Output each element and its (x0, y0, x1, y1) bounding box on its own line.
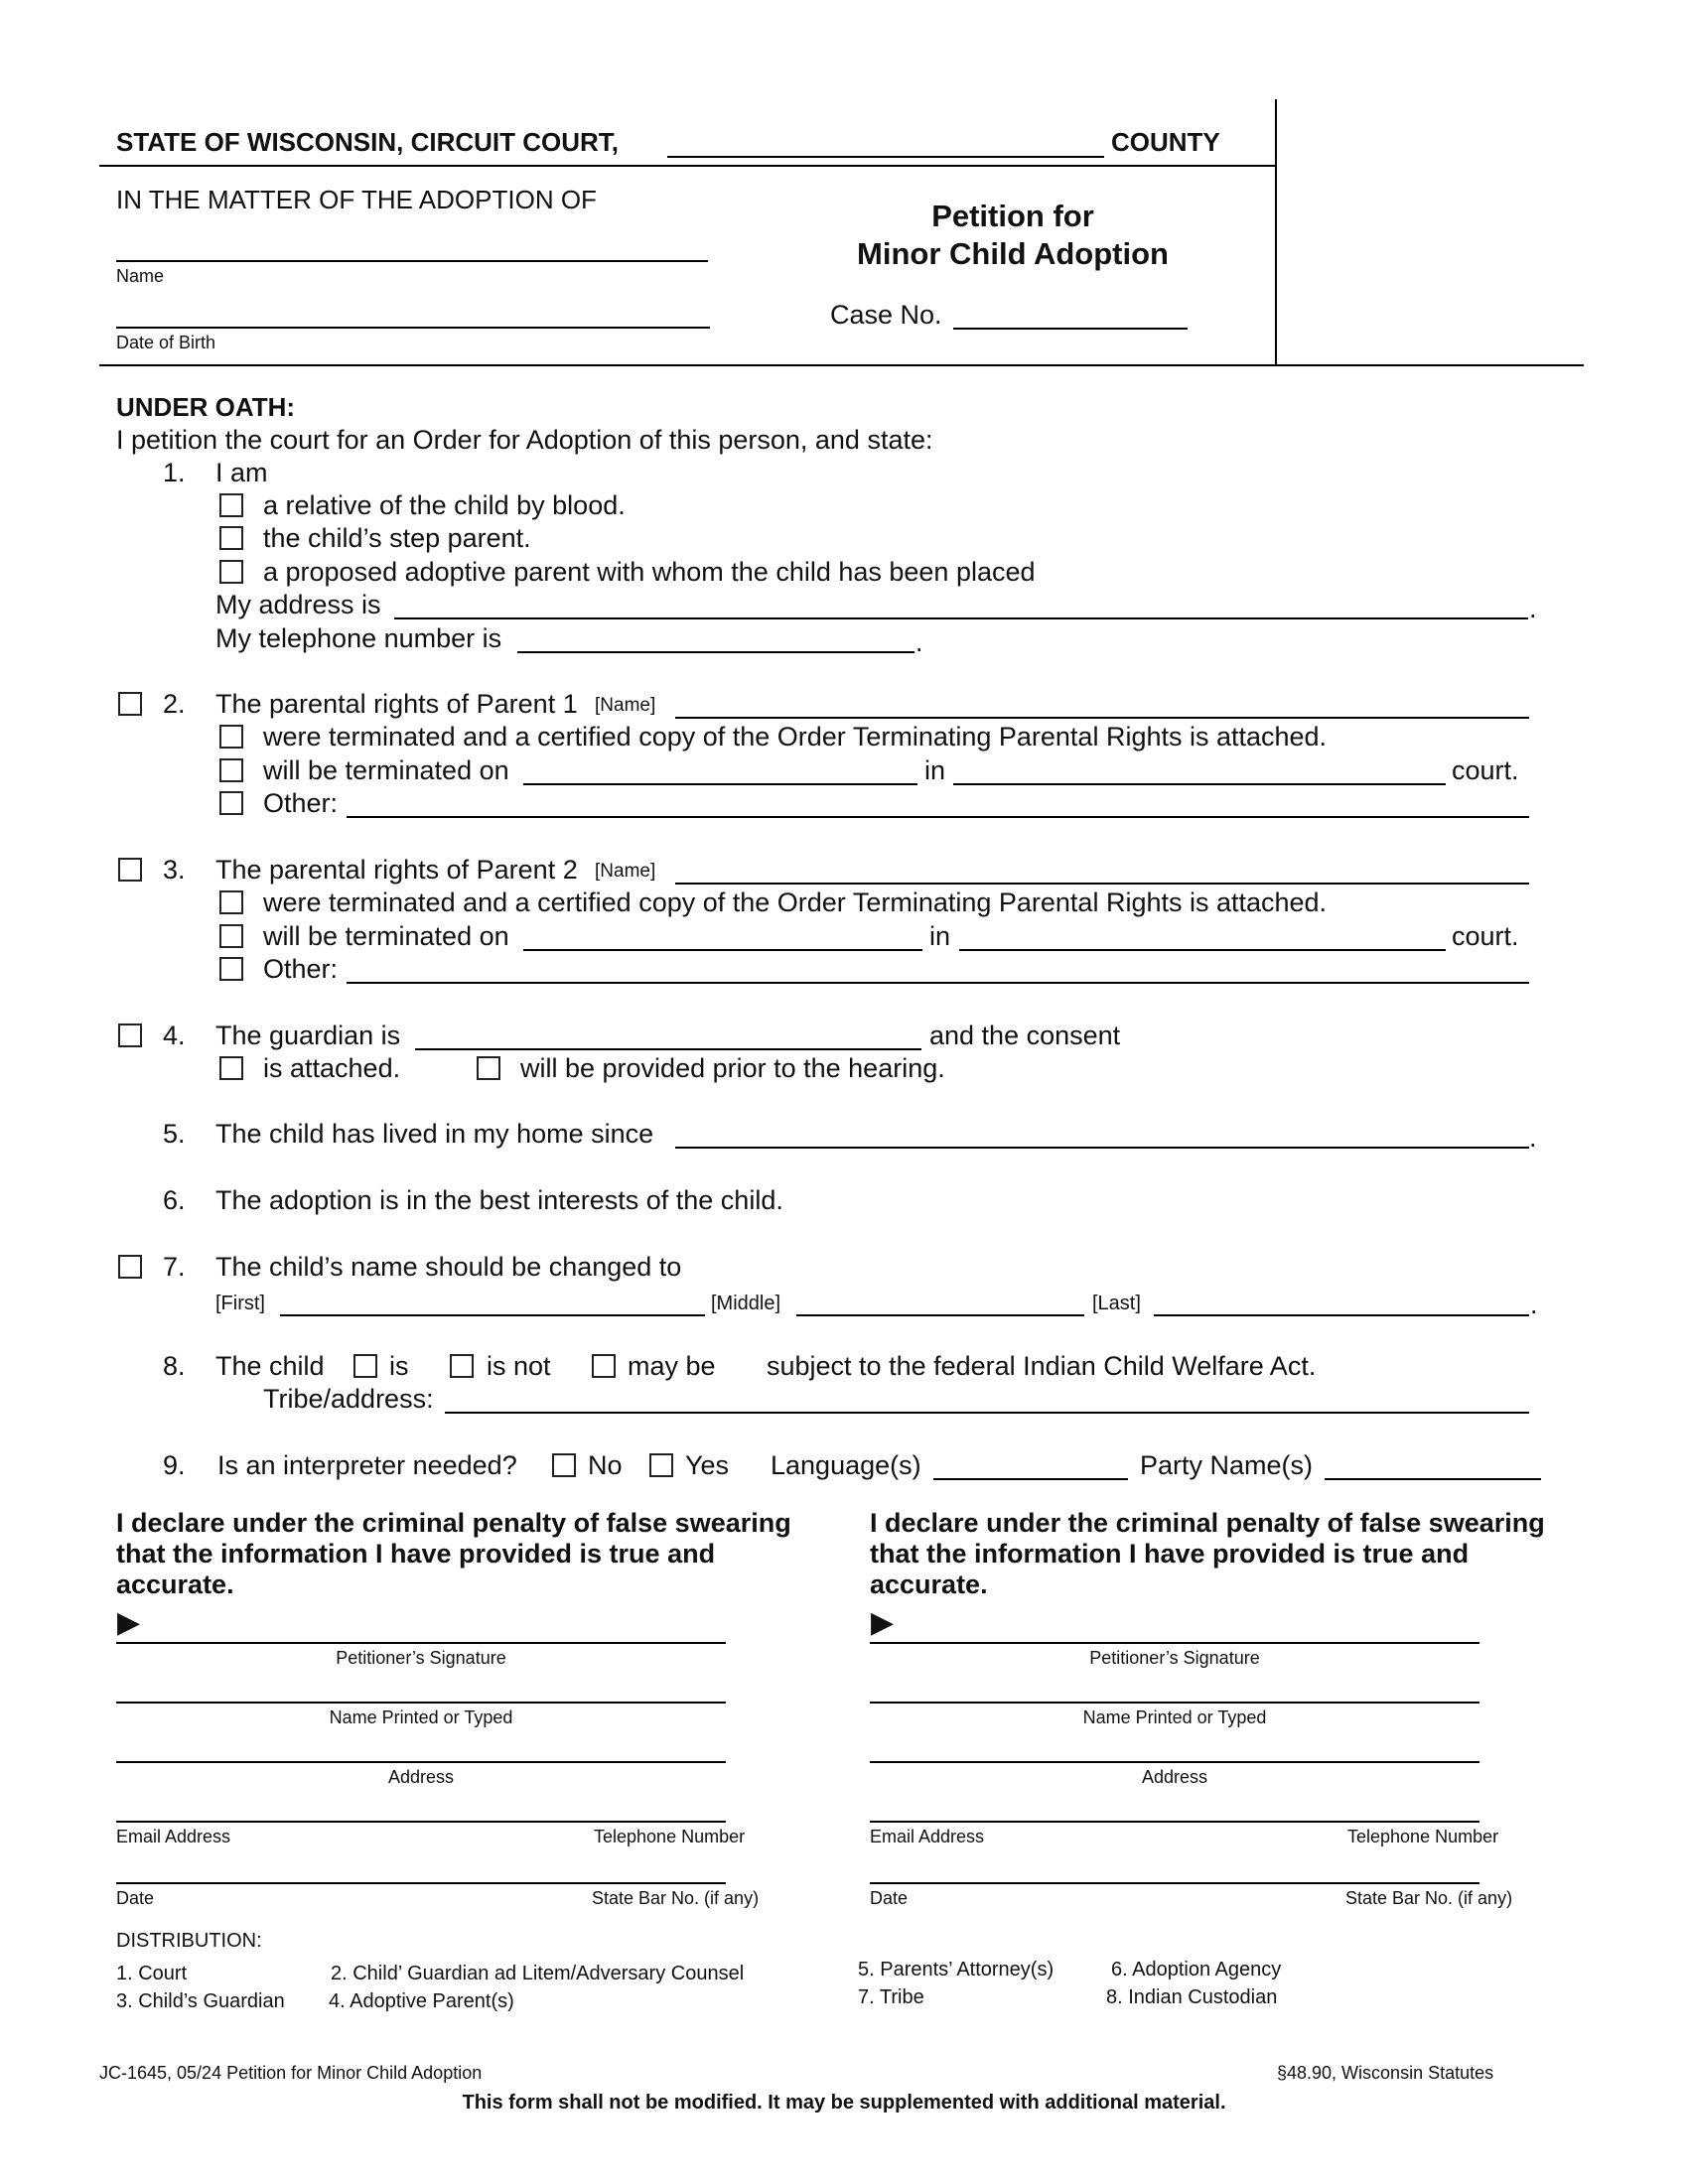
item-2-other-label: Other: (263, 788, 339, 818)
county-label: COUNTY (1111, 127, 1220, 157)
matter-heading: IN THE MATTER OF THE ADOPTION OF (116, 185, 597, 214)
item-3-lead: The parental rights of Parent 2 (215, 855, 578, 885)
distribution-item-3: 3. Child’s Guardian (116, 1990, 285, 2012)
left-date-label: Date (116, 1888, 155, 1908)
declaration-left (116, 1508, 791, 1600)
item-2-checkbox[interactable] (118, 692, 142, 716)
form-title-line1: Petition for (931, 199, 1094, 233)
right-signature-label: Petitioner’s Signature (1089, 1648, 1260, 1668)
statute-reference: §48.90, Wisconsin Statutes (1277, 2063, 1494, 2083)
item-2-court-field[interactable] (953, 783, 1446, 785)
item-2-lead: The parental rights of Parent 1 (215, 689, 578, 719)
item-9-text: Is an interpreter needed? (217, 1450, 517, 1480)
item-7-checkbox[interactable] (118, 1255, 142, 1279)
declaration-left-line3: accurate. (116, 1570, 234, 1599)
left-signature-label: Petitioner’s Signature (336, 1648, 506, 1668)
item-5-period: . (1529, 1123, 1537, 1153)
left-email-label: Email Address (116, 1827, 231, 1846)
item-1-lead: I am (215, 458, 268, 487)
item-2-will-terminate-checkbox[interactable] (219, 758, 243, 782)
distribution-item-6: 6. Adoption Agency (1111, 1959, 1282, 1980)
item-4-provided-checkbox[interactable] (477, 1056, 500, 1080)
item-2-other-field[interactable] (347, 816, 1529, 818)
item-2-number: 2. (163, 689, 186, 719)
name-label: Name (116, 266, 165, 286)
right-telephone-label: Telephone Number (1347, 1827, 1499, 1846)
item-8-tribe-field[interactable] (445, 1412, 1529, 1414)
header-rule-bottom (99, 364, 1584, 366)
item-4-provided-label: will be provided prior to the hearing. (520, 1053, 945, 1083)
item-1-relative-label: a relative of the child by blood. (263, 490, 626, 520)
declaration-left-line2: that the information I have provided is true and (116, 1539, 716, 1569)
distribution-heading: DISTRIBUTION: (116, 1930, 262, 1952)
item-7-first-label: [First] (215, 1293, 265, 1314)
item-3-terminated-checkbox[interactable] (219, 890, 243, 914)
distribution-item-2: 2. Child’ Guardian ad Litem/Adversary Counsel (331, 1963, 745, 1984)
item-3-other-label: Other: (263, 954, 339, 984)
distribution-item-1: 1. Court (116, 1963, 188, 1984)
item-3-court-label: court. (1452, 921, 1519, 951)
item-1-adoptive-parent-label: a proposed adoptive parent with whom the child has been placed (263, 557, 1036, 587)
item-4-number: 4. (163, 1021, 186, 1050)
item-2-terminated-checkbox[interactable] (219, 725, 243, 749)
item-9-party-label: Party Name(s) (1140, 1450, 1314, 1480)
declaration-right (870, 1508, 1545, 1600)
declaration-right-line1: I declare under the criminal penalty of false swearing (870, 1508, 1545, 1538)
item-8-number: 8. (163, 1351, 186, 1381)
item-7-first-name-field[interactable] (280, 1314, 705, 1316)
right-bar-no-label: State Bar No. (if any) (1345, 1888, 1513, 1908)
distribution-item-7: 7. Tribe (858, 1986, 924, 2008)
item-9-no-checkbox[interactable] (552, 1453, 576, 1477)
left-telephone-label: Telephone Number (594, 1827, 746, 1846)
item-7-text: The child’s name should be changed to (215, 1252, 682, 1282)
item-5-text: The child has lived in my home since (215, 1119, 654, 1149)
item-1-adoptive-parent-checkbox[interactable] (219, 560, 243, 584)
under-oath-heading: UNDER OATH: (116, 392, 296, 422)
item-3-parent-name-field[interactable] (675, 883, 1529, 885)
right-address-field[interactable] (870, 1761, 1479, 1763)
declaration-right-line2: that the information I have provided is true and (870, 1539, 1470, 1569)
item-4-tail: and the consent (929, 1021, 1121, 1050)
item-4-checkbox[interactable] (118, 1024, 142, 1047)
item-7-last-label: [Last] (1092, 1293, 1141, 1314)
item-2-other-checkbox[interactable] (219, 791, 243, 815)
item-3-other-checkbox[interactable] (219, 957, 243, 981)
item-7-number: 7. (163, 1252, 186, 1282)
item-8-is-label: is (389, 1351, 409, 1381)
distribution-item-5: 5. Parents’ Attorney(s) (858, 1959, 1055, 1980)
right-name-printed-field[interactable] (870, 1702, 1479, 1704)
item-3-number: 3. (163, 855, 186, 885)
item-7-last-name-field[interactable] (1154, 1314, 1529, 1316)
item-9-no-label: No (588, 1450, 623, 1480)
child-name-field[interactable] (116, 260, 708, 262)
item-3-terminated-label: were terminated and a certified copy of the Order Terminating Parental Rights is attached. (263, 887, 1328, 917)
child-dob-field[interactable] (116, 327, 710, 329)
item-3-other-field[interactable] (347, 982, 1529, 984)
item-8-tribe-label: Tribe/address: (263, 1384, 434, 1414)
item-2-parent-name-field[interactable] (675, 717, 1529, 719)
right-date-bar-field[interactable] (870, 1882, 1479, 1884)
item-2-in-label: in (924, 755, 946, 785)
item-3-court-field[interactable] (959, 949, 1446, 951)
item-9-language-label: Language(s) (771, 1450, 921, 1480)
petition-statement: I petition the court for an Order for Adoption of this person, and state: (116, 425, 933, 455)
item-5-number: 5. (163, 1119, 186, 1149)
item-6-number: 6. (163, 1185, 186, 1215)
form-id: JC-1645, 05/24 Petition for Minor Child Adoption (99, 2063, 483, 2083)
declaration-right-line3: accurate. (870, 1570, 988, 1599)
item-2-will-terminate-label: will be terminated on (263, 755, 509, 785)
item-3-name-tag: [Name] (595, 861, 656, 882)
case-no-field[interactable] (953, 328, 1188, 330)
item-8-may-be-label: may be (628, 1351, 716, 1381)
modification-notice: This form shall not be modified. It may be supplemented with additional material. (462, 2092, 1226, 2114)
item-9-number: 9. (163, 1450, 186, 1480)
left-date-bar-field[interactable] (116, 1882, 726, 1884)
right-date-label: Date (870, 1888, 909, 1908)
dob-label: Date of Birth (116, 333, 216, 352)
item-1-address-period: . (1529, 594, 1537, 623)
item-8-is-checkbox[interactable] (353, 1354, 377, 1378)
right-name-printed-label: Name Printed or Typed (1082, 1707, 1267, 1727)
item-8-is-not-label: is not (487, 1351, 551, 1381)
left-name-printed-label: Name Printed or Typed (329, 1707, 513, 1727)
item-3-in-label: in (929, 921, 951, 951)
item-4-attached-label: is attached. (263, 1053, 401, 1083)
item-5-date-field[interactable] (675, 1147, 1529, 1149)
item-2-name-tag: [Name] (595, 695, 656, 716)
item-2-terminated-label: were terminated and a certified copy of the Order Terminating Parental Rights is attached. (263, 722, 1328, 751)
distribution-item-8: 8. Indian Custodian (1106, 1986, 1278, 2008)
item-8-is-not-checkbox[interactable] (450, 1354, 474, 1378)
right-address-label: Address (1141, 1767, 1208, 1787)
item-1-address-field[interactable] (394, 617, 1528, 619)
sign-here-arrow-icon: ▶ (871, 1606, 895, 1639)
header-rule-top (99, 165, 1276, 167)
item-1-phone-label: My telephone number is (215, 623, 502, 653)
item-1-relative-checkbox[interactable] (219, 493, 243, 517)
item-8-lead: The child (215, 1351, 325, 1381)
item-9-party-field[interactable] (1325, 1478, 1541, 1480)
item-9-yes-checkbox[interactable] (649, 1453, 673, 1477)
right-email-label: Email Address (870, 1827, 985, 1846)
item-7-period: . (1530, 1290, 1538, 1319)
item-1-address-label: My address is (215, 590, 381, 619)
left-bar-no-label: State Bar No. (if any) (592, 1888, 760, 1908)
item-6-text: The adoption is in the best interests of the child. (215, 1185, 783, 1215)
right-signature-field[interactable] (870, 1642, 1479, 1644)
item-4-lead: The guardian is (215, 1021, 401, 1050)
left-signature-field[interactable] (116, 1642, 726, 1644)
item-4-attached-checkbox[interactable] (219, 1056, 243, 1080)
left-address-label: Address (387, 1767, 455, 1787)
item-4-guardian-field[interactable] (415, 1048, 921, 1050)
item-3-termination-date-field[interactable] (523, 949, 922, 951)
item-8-tail: subject to the federal Indian Child Welfare Act. (767, 1351, 1317, 1381)
court-caption: STATE OF WISCONSIN, CIRCUIT COURT, (116, 127, 620, 157)
left-name-printed-field[interactable] (116, 1702, 726, 1704)
item-2-termination-date-field[interactable] (523, 783, 917, 785)
item-9-yes-label: Yes (685, 1450, 730, 1480)
item-1-step-parent-label: the child’s step parent. (263, 523, 531, 553)
form-title-line2: Minor Child Adoption (857, 236, 1169, 271)
item-8-may-be-checkbox[interactable] (592, 1354, 616, 1378)
distribution-item-4: 4. Adoptive Parent(s) (329, 1990, 514, 2012)
declaration-left-line1: I declare under the criminal penalty of false swearing (116, 1508, 791, 1538)
header-divider-vertical (1275, 99, 1277, 365)
item-2-court-label: court. (1452, 755, 1519, 785)
item-1-step-parent-checkbox[interactable] (219, 526, 243, 550)
item-7-middle-label: [Middle] (711, 1293, 781, 1314)
sign-here-arrow-icon: ▶ (117, 1606, 141, 1639)
item-1-phone-period: . (915, 627, 923, 657)
item-1-number: 1. (163, 458, 186, 487)
county-field[interactable] (667, 156, 1104, 158)
item-1-phone-field[interactable] (517, 651, 914, 653)
item-3-will-terminate-label: will be terminated on (263, 921, 509, 951)
left-address-field[interactable] (116, 1761, 726, 1763)
item-9-language-field[interactable] (933, 1478, 1128, 1480)
case-no-label: Case No. (830, 300, 942, 330)
item-3-checkbox[interactable] (118, 858, 142, 882)
right-email-phone-field[interactable] (870, 1821, 1479, 1823)
left-email-phone-field[interactable] (116, 1821, 726, 1823)
item-3-will-terminate-checkbox[interactable] (219, 924, 243, 948)
item-7-middle-name-field[interactable] (796, 1314, 1084, 1316)
